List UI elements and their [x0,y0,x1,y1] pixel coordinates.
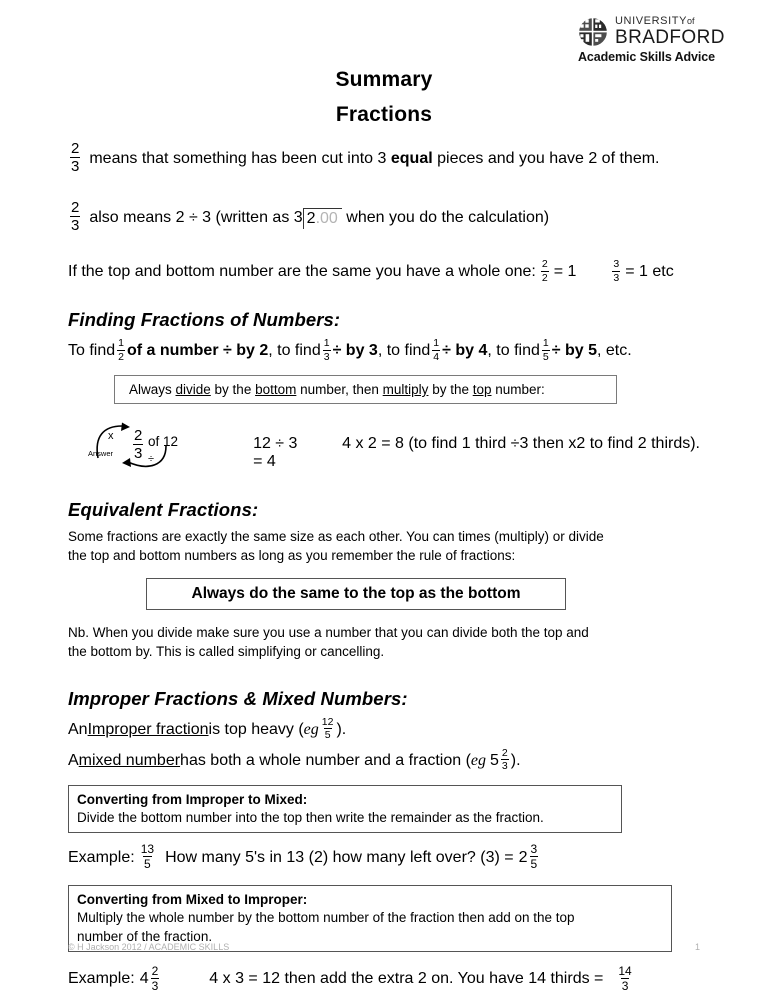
mixed-definition-line [68,746,700,773]
info-box-improper-to-mixed [68,785,622,833]
fraction-numerator: 2 [501,746,508,759]
fraction-numerator: 2 [541,258,548,270]
long-division-decimals: .00 [315,210,338,227]
fraction-denominator: 3 [134,445,143,462]
intro-text-1a: means that something has been cut into 3 [89,149,391,167]
diagram-of-text: of 12 [148,434,179,449]
multiply-divide-diagram [86,422,179,470]
long-division-bracket [303,208,342,229]
fraction-numerator: 1 [433,337,440,349]
example-2-text: 4 x 3 = 12 then add the extra 2 on. You have 14 thirds = [209,970,604,988]
fraction-two-thirds-example [151,965,160,992]
fraction-denominator: 3 [621,978,629,993]
example-1-text: How many 5's in 13 (2) how many left over? (3) = [165,848,514,866]
fraction-numerator: 2 [71,140,80,157]
fraction-fourteen-thirds [617,965,632,992]
whole-one-equals-1: = 1 [553,263,577,280]
fraction-denominator: 4 [433,350,440,363]
intro-text-2a: also means 2 ÷ 3 (written as 3 [89,209,303,226]
fraction-denominator: 3 [71,158,80,175]
fraction-denominator: 3 [613,271,620,284]
divide-arrow-head [122,458,131,467]
multiply-arrow-head [121,423,130,432]
lead-part-5: ÷ by 3 [332,342,378,359]
logo-of-word: of [687,16,695,26]
example-1-label: Example: [68,848,135,866]
whole-one-text: If the top and bottom number are the same you have a whole one: [68,263,536,280]
improper-text-b: is top heavy ( [208,720,304,738]
fraction-two-halves [541,259,549,283]
fraction-denominator: 2 [541,271,548,284]
fraction-numerator: 1 [323,337,330,349]
fraction-numerator: 3 [530,842,538,857]
fraction-denominator: 3 [151,978,159,993]
page-footer [68,942,700,952]
heading-equivalent-fractions: Equivalent Fractions: [68,499,259,520]
rule-text-p4: by the [428,382,473,397]
fraction-numerator: 2 [151,963,159,978]
lead-part-3: , to find [268,342,321,359]
rule-word-multiply: multiply [382,382,429,397]
fraction-one-half [117,338,125,362]
rule-box-same-top-bottom: Always do the same to the top as the bottom [146,578,566,610]
mixed-whole-number: 5 [490,751,499,769]
rule-word-divide: divide [175,382,211,397]
lead-part-9: , to find [487,342,540,359]
bradford-shield-icon [578,17,608,47]
fraction-denominator: 3 [323,350,330,363]
rule-box-divide-multiply [114,375,617,404]
lead-part-0: To find [68,342,116,359]
fraction-numerator: 3 [613,258,620,270]
intro-text-1-bold: equal [390,149,433,167]
intro-text-1 [89,150,659,168]
diagram-divide-label: ÷ [148,453,155,465]
fraction-numerator: 14 [618,963,632,978]
footer-page-number: 1 [694,942,700,952]
rule-text-p2: by the [210,382,256,397]
intro-line-1 [68,142,700,175]
fraction-denominator: 5 [144,857,151,872]
info-box-2-body-line-1: Multiply the whole number by the bottom number of the fraction then add on the top [77,910,575,926]
mixed-text-c: ). [510,751,521,769]
fraction-denominator: 5 [324,729,331,742]
fraction-three-thirds [612,259,620,283]
intro-line-2 [68,201,700,234]
equivalent-para-line-2: the top and bottom numbers as long as you remember the rule of fractions: [68,548,516,564]
fraction-two-thirds-mixed [501,748,509,772]
fraction-two-thirds-b [70,200,80,233]
mixed-eg-label: eg [470,751,486,769]
logo-university-word: UNIVERSITY [615,15,688,27]
rule-text-p1: Always [129,382,176,397]
equivalent-para-line-1: Some fractions are exactly the same size as each other. You can times (multiply) or divide [68,529,604,544]
lead-part-8: ÷ by 4 [442,342,488,359]
fraction-denominator: 3 [501,760,508,773]
logo-row [578,16,758,47]
fraction-two-thirds-a [70,141,80,174]
rule-text-p5: number: [491,382,545,397]
diagram-fraction-two-thirds [133,428,143,461]
fraction-denominator: 5 [542,350,549,363]
diagram-answer-label: Answer [88,449,114,458]
whole-one-line [68,260,700,284]
heading-improper-fractions: Improper Fractions & Mixed Numbers: [68,687,408,709]
university-logo [578,16,758,64]
whole-one-equals-2: = 1 etc [625,263,674,280]
fraction-numerator: 1 [542,337,549,349]
intro-text-2b: when you do the calculation) [341,209,550,226]
info-box-1-heading: Converting from Improper to Mixed: [77,791,308,807]
fraction-numerator: 13 [140,842,155,857]
lead-part-11: ÷ by 5 [551,342,597,359]
fraction-one-quarter [432,338,440,362]
rule-word-top: top [472,382,492,397]
rule-text-p3: number, then [296,382,383,397]
long-division-dividend: 2 [306,210,316,227]
improper-text-c: ). [336,720,347,738]
fraction-one-fifth [542,338,550,362]
logo-bradford-word: BRADFORD [615,27,725,48]
info-box-1-body: Divide the bottom number into the top then write the remainder as the fraction. [77,809,544,825]
footer-copyright: © H Jackson 2012 / ACADEMIC SKILLS [68,942,230,952]
example-mixed-to-improper [68,963,700,993]
worked-step-2: 4 x 2 = 8 (to find 1 third ÷3 then x2 to find 2 thirds). [342,435,700,452]
page-title-summary: Summary [335,68,433,91]
example-2-whole-number: 4 [139,970,149,988]
info-box-2-body-line-2: number of the fraction. [77,928,213,944]
long-division-dividend-wrap [303,208,342,229]
lead-part-12: , etc. [596,342,632,359]
example-2-label: Example: [68,970,135,988]
mixed-text-a: A [68,751,79,769]
fraction-numerator: 12 [321,715,334,728]
fraction-numerator: 2 [71,199,80,216]
improper-eg-label: eg [303,720,319,738]
intro-text-2 [89,207,549,228]
example-improper-to-mixed [68,844,700,871]
diagram-multiply-label: x [108,430,114,442]
lead-part-2: of a number ÷ by 2 [126,342,269,359]
fraction-one-third [323,338,331,362]
info-box-2-heading: Converting from Mixed to Improper: [77,892,308,908]
fraction-denominator: 3 [71,217,80,234]
heading-finding-fractions: Finding Fractions of Numbers: [68,309,341,330]
fraction-three-fifths-result [530,843,539,870]
lead-part-6: , to find [377,342,431,359]
fraction-thirteen-fifths [140,843,155,870]
page-title-fractions: Fractions [335,103,433,126]
rule-word-bottom: bottom [255,382,297,397]
fraction-twelve-fifths [321,717,335,741]
diagram-arrows [86,422,206,470]
worked-example-row [86,422,700,471]
fraction-numerator: 1 [118,337,124,349]
improper-definition-line [68,715,700,742]
logo-subtitle: Academic Skills Advice [578,50,715,64]
improper-term: Improper fraction [87,720,209,738]
logo-university-line [615,16,725,27]
improper-text-a: An [68,720,88,738]
mixed-term: mixed number [78,751,181,769]
fraction-numerator: 2 [134,427,143,444]
mixed-text-b: has both a whole number and a fraction ( [180,751,471,769]
fraction-denominator: 5 [530,857,538,872]
worked-step-1: 12 ÷ 3 = 4 [253,435,298,470]
logo-wordmark [615,16,725,47]
example-1-result-whole: 2 [518,848,528,866]
equivalent-nb-line-1: Nb. When you divide make sure you use a number that you can divide both the top and [68,625,589,641]
document-body [68,140,700,993]
fraction-denominator: 2 [118,350,124,363]
finding-lead-line [68,339,700,363]
intro-text-1b: pieces and you have 2 of them. [432,149,660,167]
equivalent-nb-line-2: the bottom by. This is called simplifying or cancelling. [68,644,385,660]
